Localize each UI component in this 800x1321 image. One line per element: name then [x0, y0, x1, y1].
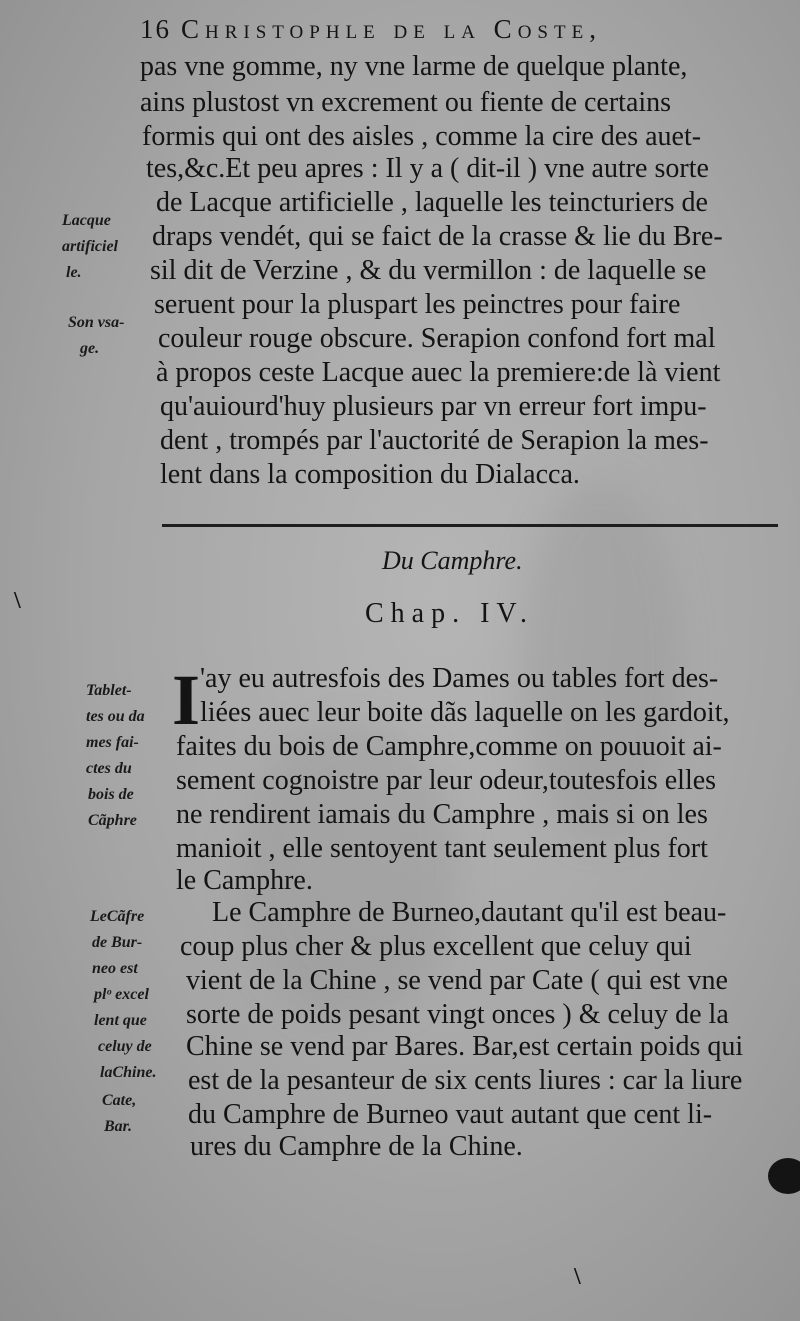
margin-note-line: ge. — [80, 340, 100, 357]
text-line: le Camphre. — [176, 865, 313, 896]
text-line: sorte de poids pesant vingt onces ) & celuy de la — [186, 999, 729, 1030]
margin-note-line: artificiel — [62, 238, 118, 255]
text-line: ures du Camphre de la Chine. — [190, 1131, 523, 1162]
chapter-subtitle: Du Camphre. — [382, 546, 523, 575]
text-line: tes,&c.Et peu apres : Il y a ( dit-il ) vne autre sorte — [146, 153, 709, 184]
text-line: draps vendét, qui se faict de la crasse & lie du Bre- — [152, 221, 723, 252]
text-line: pas vne gomme, ny vne larme de quelque plante, — [140, 51, 688, 82]
margin-note-line: Bar. — [104, 1118, 133, 1135]
text-line: ains plustost vn excrement ou fiente de certains — [140, 87, 672, 118]
text-line: de Lacque artificielle , laquelle les teincturiers de — [156, 187, 708, 218]
page-number: 16 — [140, 14, 171, 44]
text-line: coup plus cher & plus excellent que celuy qui — [180, 931, 692, 962]
section-rule — [162, 524, 778, 527]
margin-note-line: bois de — [88, 786, 134, 803]
text-line: Le Camphre de Burneo,dautant qu'il est beau- — [212, 897, 727, 928]
ink-blot — [768, 1158, 800, 1194]
margin-note-line: ctes du — [86, 760, 132, 777]
running-title: Christophle de la Coste, — [181, 14, 602, 44]
margin-note-line: de Bur- — [92, 934, 143, 951]
text-line: dent , trompés par l'auctorité de Serapion la mes- — [160, 425, 709, 456]
text-line: ne rendirent iamais du Camphre , mais si on les — [176, 799, 708, 830]
running-header — [140, 14, 740, 45]
margin-note-line: le. — [66, 264, 82, 281]
text-line: sement cognoistre par leur odeur,toutesfois elles — [176, 765, 717, 796]
stray-mark: \ — [14, 588, 21, 614]
text-line: manioit , elle sentoyent tant seulement plus fort — [176, 833, 708, 864]
margin-note-line: lent que — [94, 1012, 147, 1029]
text-line: Chine se vend par Bares. Bar,est certain poids qui — [186, 1031, 744, 1062]
text-line: à propos ceste Lacque auec la premiere:de là vient — [156, 357, 721, 388]
margin-note-line: Cate, — [102, 1092, 137, 1109]
margin-note-line: neo est — [92, 960, 138, 977]
margin-note-line: laChine. — [100, 1064, 157, 1081]
text-line: seruent pour la pluspart les peinctres pour faire — [154, 289, 681, 320]
text-line: est de la pesanteur de six cents liures : car la liure — [188, 1065, 743, 1096]
chapter-heading: Chap. IV. — [365, 598, 535, 629]
text-line: 'ay eu autresfois des Dames ou tables fort des- — [200, 663, 719, 694]
margin-note-line: Son vsa- — [68, 314, 125, 331]
margin-note-line: Tablet- — [86, 682, 132, 699]
text-line: vient de la Chine , se vend par Cate ( qui est vne — [186, 965, 728, 996]
text-line: sil dit de Verzine , & du vermillon : de laquelle se — [150, 255, 707, 286]
text-line: liées auec leur boite dãs laquelle on les gardoit, — [200, 697, 730, 728]
margin-note-line: LeCãfre — [90, 908, 145, 925]
text-line: formis qui ont des aisles , comme la cire des auet- — [142, 121, 702, 152]
margin-note-line: Lacque — [62, 212, 111, 229]
margin-note-line: mes fai- — [86, 734, 139, 751]
margin-note-line: tes ou da — [86, 708, 145, 725]
margin-note-line: plᵒ excel — [94, 986, 149, 1003]
margin-note-line: Cãphre — [88, 812, 137, 829]
margin-note-line: celuy de — [98, 1038, 152, 1055]
text-line: couleur rouge obscure. Serapion confond fort mal — [158, 323, 716, 354]
text-line: faites du bois de Camphre,comme on pouuoit ai- — [176, 731, 722, 762]
text-line: du Camphre de Burneo vaut autant que cent li- — [188, 1099, 713, 1130]
text-line: qu'auiourd'huy plusieurs par vn erreur fort impu- — [160, 391, 707, 422]
text-line: lent dans la composition du Dialacca. — [160, 459, 580, 490]
drop-cap: I — [172, 660, 201, 740]
stray-mark: \ — [574, 1264, 581, 1290]
